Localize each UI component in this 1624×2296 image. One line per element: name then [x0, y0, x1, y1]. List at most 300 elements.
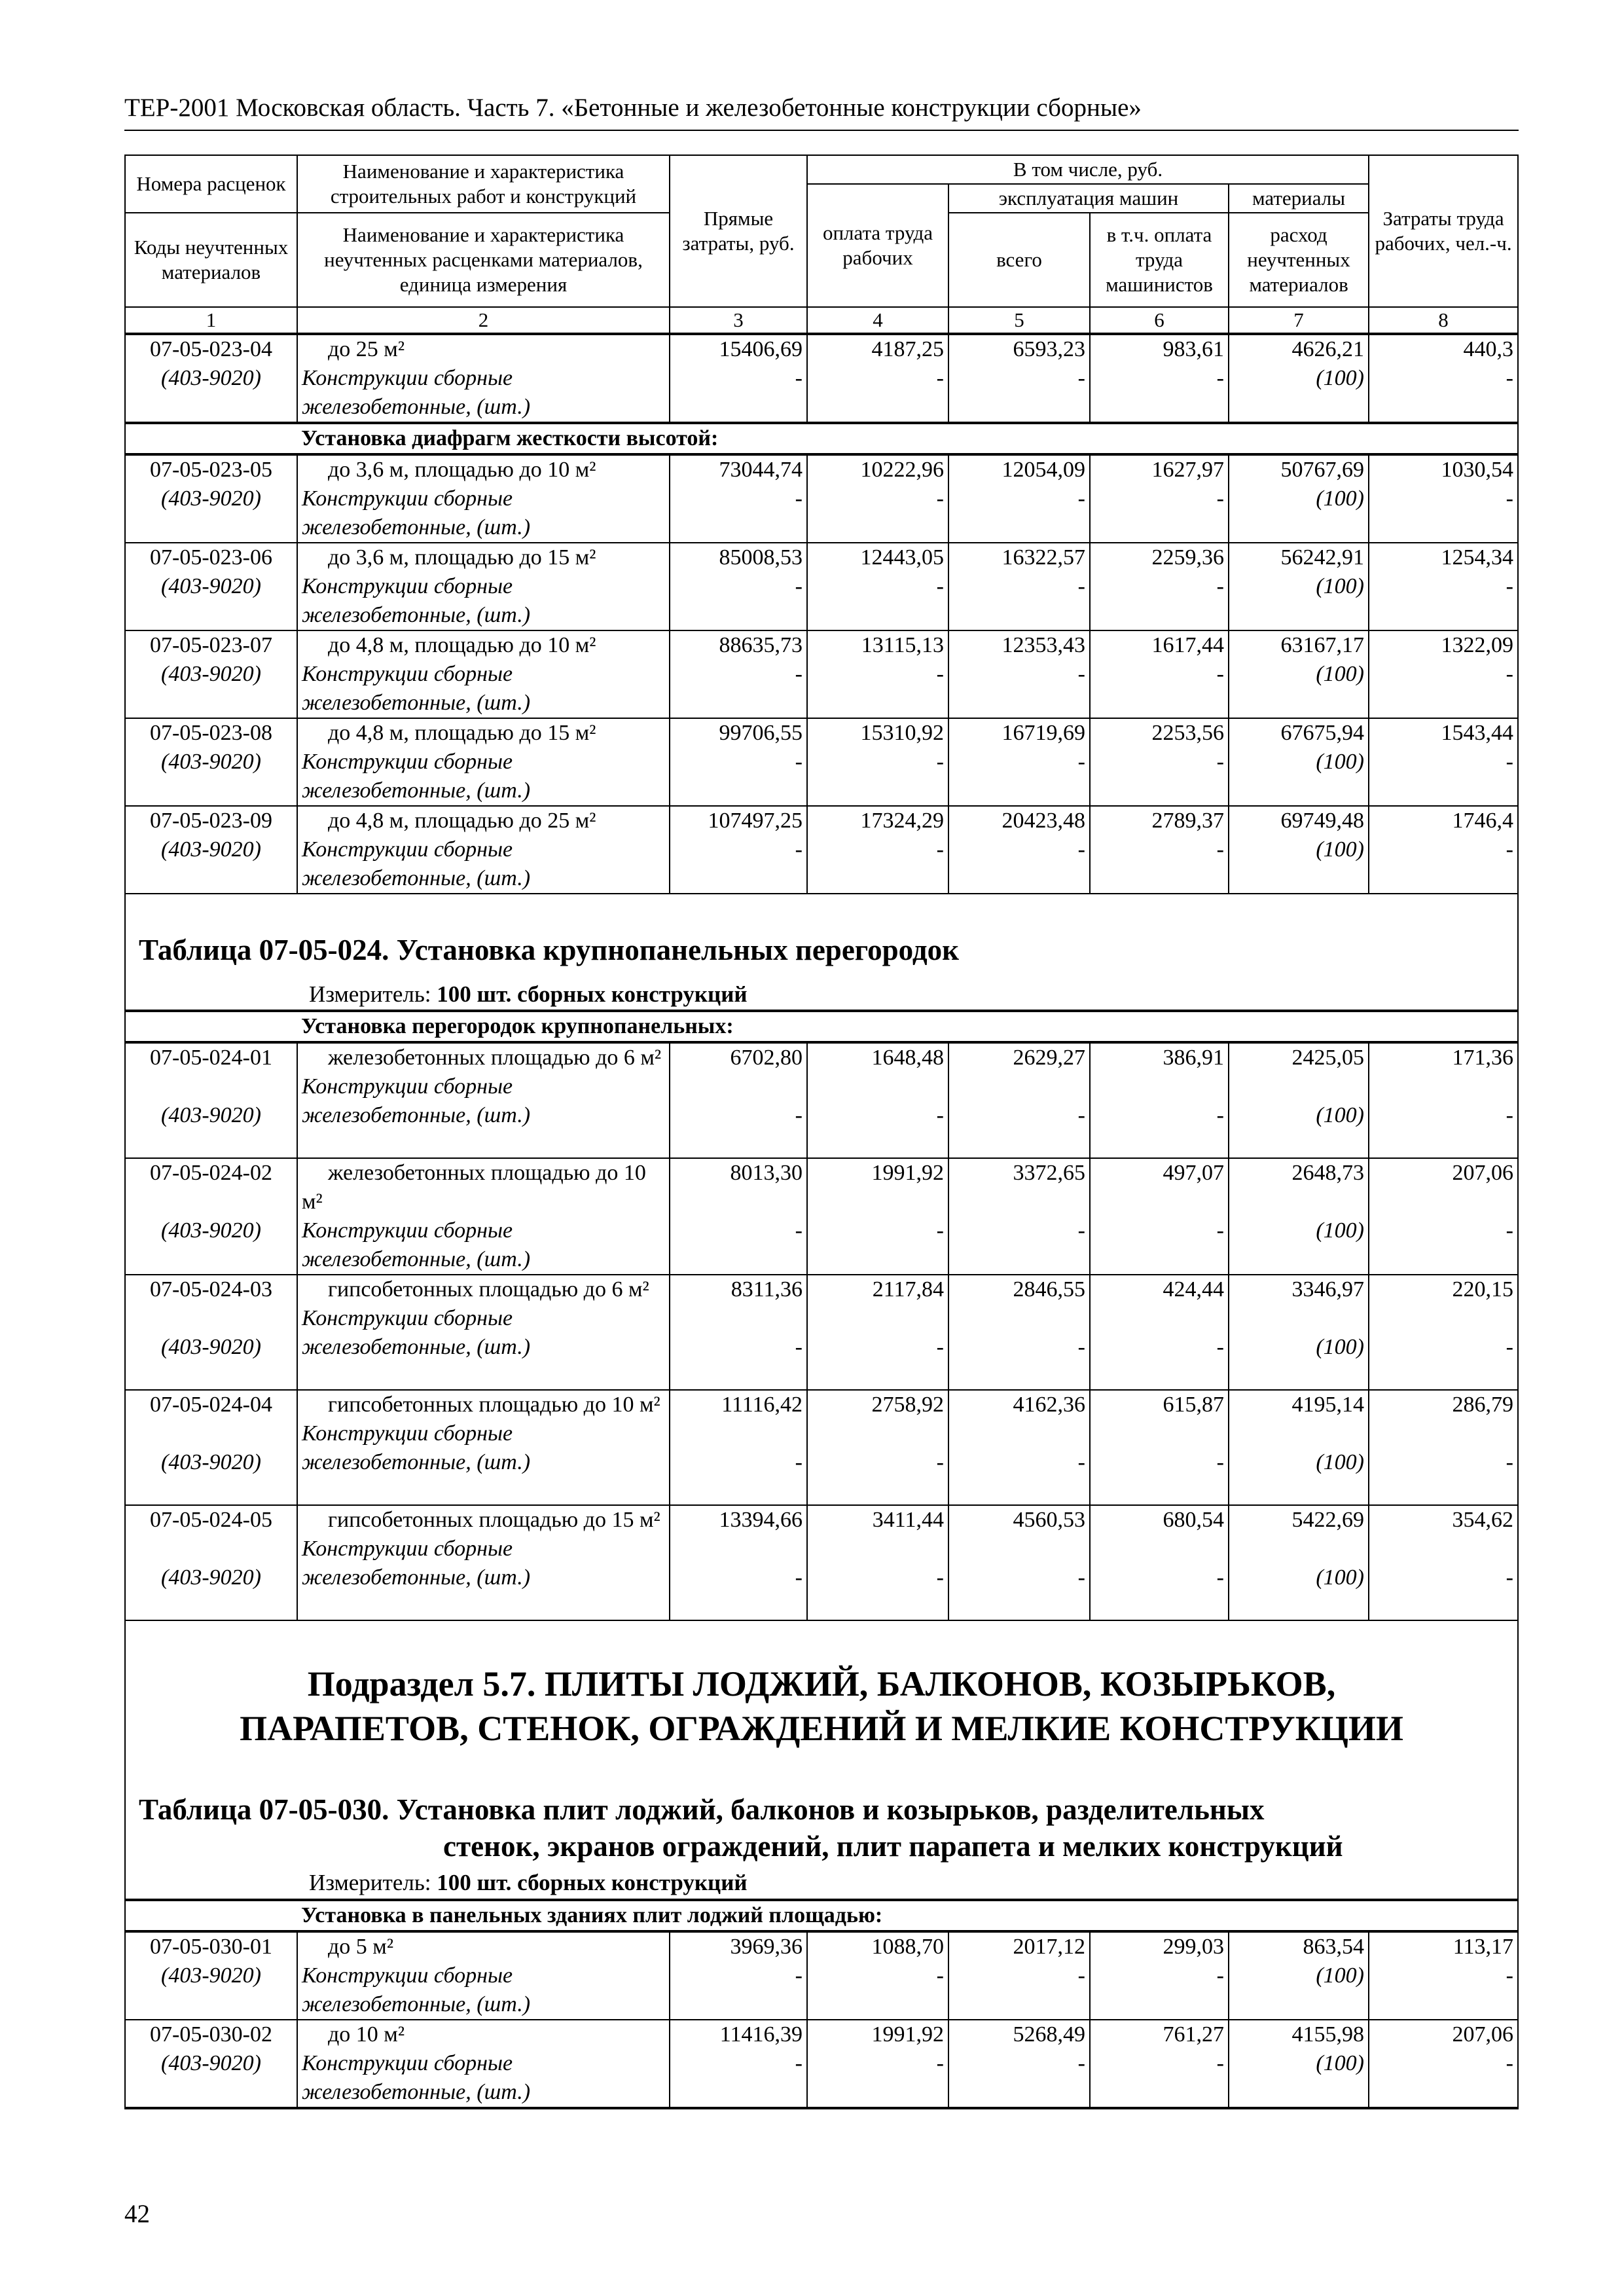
machines-total-cell	[948, 455, 1090, 543]
materials-cost-cell	[1229, 1275, 1369, 1390]
machinist-pay-unaccounted: -	[1216, 486, 1224, 511]
machines-total-unaccounted: -	[1077, 1335, 1085, 1359]
labor-hours-unaccounted: -	[1506, 1335, 1513, 1359]
rate-code: 07-05-024-01	[150, 1046, 272, 1070]
worker-pay: 17324,29	[860, 809, 944, 833]
rate-code: 07-05-024-04	[150, 1393, 272, 1417]
machines-total-unaccounted: -	[1077, 574, 1085, 598]
machinist-pay-unaccounted: -	[1216, 2051, 1224, 2075]
head-machine-operation: эксплуатация машин	[948, 184, 1229, 213]
worker-pay-cell	[807, 2020, 948, 2107]
direct-cost-cell	[670, 2020, 807, 2107]
material-code: (403-9020)	[161, 1963, 261, 1988]
head-unaccounted-codes: Коды неучтенных материалов	[126, 213, 297, 307]
direct-cost-unaccounted: -	[795, 1103, 803, 1127]
section-024-group	[126, 1011, 1517, 1042]
labor-hours: 354,62	[1452, 1508, 1513, 1532]
machinist-pay-unaccounted: -	[1216, 1218, 1224, 1243]
direct-cost-unaccounted: -	[795, 1450, 803, 1474]
direct-cost-unaccounted: -	[795, 1335, 803, 1359]
labor-hours-unaccounted: -	[1506, 1963, 1513, 1988]
materials-cost-cell	[1229, 2020, 1369, 2107]
direct-cost-cell	[670, 543, 807, 630]
machines-total-unaccounted: -	[1077, 1218, 1085, 1243]
material-description: Конструкции сборные железобетонные, (шт.)	[302, 662, 531, 715]
labor-hours-cell	[1369, 543, 1517, 630]
rate-description: до 3,6 м, площадью до 10 м²	[328, 458, 596, 482]
direct-cost-unaccounted: -	[795, 750, 803, 774]
rate-code-cell	[126, 1043, 297, 1158]
materials-cost: 863,54	[1303, 1935, 1364, 1959]
table-030-measure	[126, 1868, 748, 1897]
labor-hours-unaccounted: -	[1506, 837, 1513, 862]
rate-desc-cell	[297, 1505, 670, 1620]
unaccounted-qty: (100)	[1316, 1450, 1364, 1474]
direct-cost-cell	[670, 335, 807, 422]
rate-description: до 4,8 м, площадью до 10 м²	[328, 633, 596, 657]
materials-cost-cell	[1229, 718, 1369, 806]
machinist-pay-cell	[1090, 806, 1229, 894]
rate-code: 07-05-030-02	[150, 2022, 272, 2047]
rate-code: 07-05-024-03	[150, 1277, 272, 1302]
labor-hours-unaccounted: -	[1506, 1450, 1513, 1474]
machines-total-unaccounted: -	[1077, 2051, 1085, 2075]
worker-pay-unaccounted: -	[936, 1450, 944, 1474]
direct-cost-unaccounted: -	[795, 662, 803, 686]
machines-total-cell	[948, 1275, 1090, 1390]
labor-hours-unaccounted: -	[1506, 662, 1513, 686]
material-code: (403-9020)	[161, 486, 261, 511]
head-worker-pay: оплата труда рабочих	[807, 184, 948, 307]
rate-description: до 4,8 м, площадью до 25 м²	[328, 809, 596, 833]
direct-cost: 8311,36	[731, 1277, 803, 1302]
direct-cost: 73044,74	[719, 458, 803, 482]
machines-total: 5268,49	[1013, 2022, 1085, 2047]
machines-total: 2017,12	[1013, 1935, 1085, 1959]
rate-code: 07-05-023-05	[150, 458, 272, 482]
labor-hours: 207,06	[1452, 2022, 1513, 2047]
machinist-pay-cell	[1090, 1505, 1229, 1620]
measure-label: Измеритель:	[309, 981, 431, 1007]
rate-description: до 5 м²	[328, 1935, 394, 1959]
materials-cost: 4195,14	[1291, 1393, 1364, 1417]
direct-cost-unaccounted: -	[795, 2051, 803, 2075]
machines-total-cell	[948, 806, 1090, 894]
machinist-pay: 983,61	[1163, 337, 1224, 361]
materials-cost: 2425,05	[1291, 1046, 1364, 1070]
column-numbers-row	[126, 307, 1517, 333]
machinist-pay: 497,07	[1163, 1161, 1224, 1185]
direct-cost-cell	[670, 630, 807, 718]
direct-cost-unaccounted: -	[795, 837, 803, 862]
worker-pay-unaccounted: -	[936, 2051, 944, 2075]
rate-code-cell	[126, 1158, 297, 1275]
worker-pay-unaccounted: -	[936, 1963, 944, 1988]
machines-total: 16719,69	[1001, 721, 1085, 745]
rate-row	[126, 455, 1517, 543]
machines-total-unaccounted: -	[1077, 662, 1085, 686]
rate-code: 07-05-024-02	[150, 1161, 272, 1185]
material-code: (403-9020)	[161, 662, 261, 686]
direct-cost: 99706,55	[719, 721, 803, 745]
rate-description: до 3,6 м, площадью до 15 м²	[328, 545, 596, 570]
machines-total-cell	[948, 1505, 1090, 1620]
machines-total: 2629,27	[1013, 1046, 1085, 1070]
worker-pay-unaccounted: -	[936, 1103, 944, 1127]
worker-pay-cell	[807, 543, 948, 630]
materials-cost-cell	[1229, 335, 1369, 422]
rate-row	[126, 1390, 1517, 1505]
machinist-pay-unaccounted: -	[1216, 750, 1224, 774]
labor-hours-unaccounted: -	[1506, 366, 1513, 390]
machinist-pay-cell	[1090, 1932, 1229, 2020]
column-number: 4	[807, 307, 948, 333]
rate-code: 07-05-023-06	[150, 545, 272, 570]
machinist-pay-unaccounted: -	[1216, 837, 1224, 862]
unaccounted-qty: (100)	[1316, 1335, 1364, 1359]
machines-total-cell	[948, 335, 1090, 422]
materials-cost: 4155,98	[1291, 2022, 1364, 2047]
materials-cost: 63167,17	[1280, 633, 1364, 657]
rate-row	[126, 1932, 1517, 2020]
machinist-pay: 2789,37	[1151, 809, 1224, 833]
rates-table-frame	[124, 155, 1519, 2109]
machinist-pay-cell	[1090, 2020, 1229, 2107]
worker-pay-cell	[807, 1275, 948, 1390]
worker-pay: 1991,92	[871, 2022, 944, 2047]
page-number: 42	[124, 2200, 150, 2228]
rate-code-cell	[126, 630, 297, 718]
labor-hours-cell	[1369, 1158, 1517, 1275]
worker-pay-cell	[807, 718, 948, 806]
section-024-rows	[126, 1042, 1517, 1621]
labor-hours: 440,3	[1463, 337, 1513, 361]
rate-desc-cell	[297, 335, 670, 422]
column-number: 2	[297, 307, 670, 333]
subsection-title-line-1: Подраздел 5.7. ПЛИТЫ ЛОДЖИЙ, БАЛКОНОВ, КОЗЫРЬКОВ,	[307, 1664, 1336, 1704]
worker-pay-cell	[807, 1043, 948, 1158]
worker-pay-cell	[807, 1158, 948, 1275]
machines-total-unaccounted: -	[1077, 1450, 1085, 1474]
direct-cost-unaccounted: -	[795, 1565, 803, 1590]
worker-pay: 2758,92	[871, 1393, 944, 1417]
labor-hours-cell	[1369, 455, 1517, 543]
rate-code: 07-05-023-09	[150, 809, 272, 833]
worker-pay-unaccounted: -	[936, 750, 944, 774]
labor-hours-cell	[1369, 718, 1517, 806]
rate-description: гипсобетонных площадью до 10 м²	[328, 1393, 660, 1417]
machines-total-cell	[948, 2020, 1090, 2107]
unaccounted-qty: (100)	[1316, 1963, 1364, 1988]
group-title-030: Установка в панельных зданиях плит лоджий площадью:	[126, 1901, 1517, 1931]
column-number: 6	[1090, 307, 1229, 333]
rate-code-cell	[126, 2020, 297, 2107]
machinist-pay-cell	[1090, 455, 1229, 543]
direct-cost-unaccounted: -	[795, 366, 803, 390]
labor-hours-cell	[1369, 1043, 1517, 1158]
machinist-pay-cell	[1090, 630, 1229, 718]
labor-hours: 1543,44	[1441, 721, 1513, 745]
materials-cost: 2648,73	[1291, 1161, 1364, 1185]
direct-cost-cell	[670, 1505, 807, 1620]
table-030-title	[126, 1791, 1343, 1865]
section-030-group	[126, 1900, 1517, 1931]
direct-cost-cell	[670, 1043, 807, 1158]
labor-hours-unaccounted: -	[1506, 574, 1513, 598]
machines-total-unaccounted: -	[1077, 486, 1085, 511]
worker-pay: 1991,92	[871, 1161, 944, 1185]
worker-pay: 4187,25	[871, 337, 944, 361]
worker-pay: 12443,05	[860, 545, 944, 570]
worker-pay: 1648,48	[871, 1046, 944, 1070]
unaccounted-qty: (100)	[1316, 366, 1364, 390]
measure-value: 100 шт. сборных конструкций	[437, 1870, 748, 1895]
worker-pay-cell	[807, 335, 948, 422]
material-code: (403-9020)	[161, 1218, 261, 1243]
rate-description: до 10 м²	[328, 2022, 405, 2047]
direct-cost-unaccounted: -	[795, 486, 803, 511]
labor-hours-cell	[1369, 1505, 1517, 1620]
head-unaccounted-name: Наименование и характеристика неучтенных расценками материалов, единица измерения	[297, 213, 670, 307]
worker-pay-cell	[807, 806, 948, 894]
machines-total: 16322,57	[1001, 545, 1085, 570]
rate-description: гипсобетонных площадью до 6 м²	[328, 1277, 649, 1302]
machinist-pay-cell	[1090, 1390, 1229, 1505]
direct-cost: 88635,73	[719, 633, 803, 657]
machines-total-unaccounted: -	[1077, 366, 1085, 390]
rate-row	[126, 543, 1517, 630]
subsection-5-7-title	[126, 1662, 1517, 1751]
direct-cost: 11416,39	[719, 2022, 803, 2047]
column-number: 7	[1229, 307, 1369, 333]
rate-row	[126, 806, 1517, 894]
machines-total: 6593,23	[1013, 337, 1085, 361]
material-code: (403-9020)	[161, 574, 261, 598]
labor-hours-unaccounted: -	[1506, 1565, 1513, 1590]
materials-cost: 56242,91	[1280, 545, 1364, 570]
rate-code: 07-05-023-08	[150, 721, 272, 745]
group-title-024: Установка перегородок крупнопанельных:	[126, 1011, 1517, 1042]
worker-pay-cell	[807, 1390, 948, 1505]
material-description: Конструкции сборные железобетонные, (шт.)	[302, 750, 531, 803]
materials-cost: 67675,94	[1280, 721, 1364, 745]
worker-pay-unaccounted: -	[936, 574, 944, 598]
machines-total-unaccounted: -	[1077, 1565, 1085, 1590]
section-024-heading	[126, 894, 1517, 1011]
rate-description: гипсобетонных площадью до 15 м²	[328, 1508, 660, 1532]
material-description: Конструкции сборные железобетонные, (шт.)	[302, 2051, 531, 2104]
table-024-measure	[126, 980, 748, 1009]
material-code: (403-9020)	[161, 1450, 261, 1474]
worker-pay-unaccounted: -	[936, 662, 944, 686]
materials-cost-cell	[1229, 806, 1369, 894]
rate-code-cell	[126, 1390, 297, 1505]
rate-row	[126, 335, 1517, 422]
rate-desc-cell	[297, 630, 670, 718]
labor-hours-cell	[1369, 1275, 1517, 1390]
machines-total: 12353,43	[1001, 633, 1085, 657]
machines-total-unaccounted: -	[1077, 837, 1085, 862]
labor-hours-unaccounted: -	[1506, 486, 1513, 511]
unaccounted-qty: (100)	[1316, 1103, 1364, 1127]
material-description: Конструкции сборные железобетонные, (шт.)	[302, 366, 531, 419]
section-030-rows	[126, 1931, 1517, 2108]
worker-pay-unaccounted: -	[936, 366, 944, 390]
direct-cost: 8013,30	[730, 1161, 803, 1185]
material-code: (403-9020)	[161, 366, 261, 390]
material-code: (403-9020)	[161, 1565, 261, 1590]
material-description: Конструкции сборные железобетонные, (шт.)	[302, 1963, 531, 2016]
rate-description: железобетонных площадью до 10 м²	[302, 1161, 646, 1214]
column-number: 3	[670, 307, 807, 333]
machinist-pay: 2253,56	[1151, 721, 1224, 745]
material-description: Конструкции сборные железобетонные, (шт.)	[302, 1421, 531, 1474]
machinist-pay-unaccounted: -	[1216, 1963, 1224, 1988]
machines-total-cell	[948, 630, 1090, 718]
table-024-title: Таблица 07-05-024. Установка крупнопанельных перегородок	[139, 934, 960, 966]
unaccounted-qty: (100)	[1316, 486, 1364, 511]
direct-cost-cell	[670, 806, 807, 894]
labor-hours-cell	[1369, 630, 1517, 718]
unaccounted-qty: (100)	[1316, 750, 1364, 774]
machines-total-cell	[948, 718, 1090, 806]
material-code: (403-9020)	[161, 750, 261, 774]
material-description: Конструкции сборные железобетонные, (шт.)	[302, 574, 531, 627]
rate-description: до 25 м²	[328, 337, 405, 361]
direct-cost-cell	[670, 1932, 807, 2020]
labor-hours-cell	[1369, 2020, 1517, 2107]
direct-cost-unaccounted: -	[795, 1963, 803, 1988]
materials-cost-cell	[1229, 1390, 1369, 1505]
column-number: 8	[1369, 307, 1517, 333]
group-title-023: Установка диафрагм жесткости высотой:	[126, 424, 1517, 454]
direct-cost-cell	[670, 718, 807, 806]
head-including: В том числе, руб.	[807, 156, 1369, 184]
worker-pay-unaccounted: -	[936, 1565, 944, 1590]
rate-description: железобетонных площадью до 6 м²	[328, 1046, 662, 1070]
rate-row	[126, 1505, 1517, 1620]
rate-row	[126, 2020, 1517, 2107]
worker-pay-cell	[807, 455, 948, 543]
machinist-pay: 299,03	[1163, 1935, 1224, 1959]
worker-pay: 15310,92	[860, 721, 944, 745]
materials-cost: 50767,69	[1280, 458, 1364, 482]
machines-total-unaccounted: -	[1077, 1103, 1085, 1127]
rate-code: 07-05-030-01	[150, 1935, 272, 1959]
material-description: Конструкции сборные железобетонные, (шт.)	[302, 486, 531, 539]
worker-pay-unaccounted: -	[936, 486, 944, 511]
machinist-pay: 1627,97	[1151, 458, 1224, 482]
unaccounted-qty: (100)	[1316, 1218, 1364, 1243]
rate-desc-cell	[297, 1390, 670, 1505]
machinist-pay: 386,91	[1163, 1046, 1224, 1070]
machinist-pay: 615,87	[1163, 1393, 1224, 1417]
rate-code-cell	[126, 806, 297, 894]
direct-cost-unaccounted: -	[795, 574, 803, 598]
head-work-name: Наименование и характеристика строительных работ и конструкций	[297, 156, 670, 213]
machinist-pay-unaccounted: -	[1216, 574, 1224, 598]
materials-cost: 5422,69	[1291, 1508, 1364, 1532]
direct-cost: 13394,66	[719, 1508, 803, 1532]
machines-total-cell	[948, 1390, 1090, 1505]
direct-cost-cell	[670, 1275, 807, 1390]
material-description: Конструкции сборные железобетонные, (шт.)	[302, 1537, 531, 1590]
rate-desc-cell	[297, 1932, 670, 2020]
labor-hours-cell	[1369, 335, 1517, 422]
column-number: 1	[126, 307, 297, 333]
machinist-pay-unaccounted: -	[1216, 1335, 1224, 1359]
subsection-title-line-2: ПАРАПЕТОВ, СТЕНОК, ОГРАЖДЕНИЙ И МЕЛКИЕ КОНСТРУКЦИИ	[240, 1709, 1403, 1748]
labor-hours-cell	[1369, 806, 1517, 894]
machinist-pay-unaccounted: -	[1216, 1103, 1224, 1127]
table-030-title-line-1: Таблица 07-05-030. Установка плит лоджий, балконов и козырьков, разделительных	[139, 1793, 1265, 1826]
table-030-title-line-2: стенок, экранов ограждений, плит парапета и мелких конструкций	[443, 1830, 1343, 1863]
direct-cost-cell	[670, 455, 807, 543]
machinist-pay: 761,27	[1163, 2022, 1224, 2047]
machines-total: 4162,36	[1013, 1393, 1085, 1417]
section-023-group	[126, 423, 1517, 454]
machines-total: 12054,09	[1001, 458, 1085, 482]
materials-cost: 4626,21	[1291, 337, 1364, 361]
rate-row	[126, 630, 1517, 718]
labor-hours: 286,79	[1452, 1393, 1513, 1417]
rate-desc-cell	[297, 543, 670, 630]
machines-total-unaccounted: -	[1077, 1963, 1085, 1988]
rate-desc-cell	[297, 718, 670, 806]
worker-pay: 10222,96	[860, 458, 944, 482]
materials-cost-cell	[1229, 543, 1369, 630]
unaccounted-qty: (100)	[1316, 662, 1364, 686]
materials-cost-cell	[1229, 1932, 1369, 2020]
labor-hours-unaccounted: -	[1506, 1103, 1513, 1127]
materials-cost-cell	[1229, 1043, 1369, 1158]
unaccounted-qty: (100)	[1316, 2051, 1364, 2075]
worker-pay-cell	[807, 630, 948, 718]
table-header	[126, 156, 1517, 334]
materials-cost-cell	[1229, 630, 1369, 718]
labor-hours: 207,06	[1452, 1161, 1513, 1185]
rate-desc-cell	[297, 1275, 670, 1390]
machines-total: 20423,48	[1001, 809, 1085, 833]
rate-code-cell	[126, 543, 297, 630]
worker-pay: 2117,84	[872, 1277, 944, 1302]
labor-hours: 1030,54	[1441, 458, 1513, 482]
machines-total-cell	[948, 543, 1090, 630]
head-direct-costs: Прямые затраты, руб.	[670, 156, 807, 307]
materials-cost-cell	[1229, 455, 1369, 543]
machinist-pay-unaccounted: -	[1216, 366, 1224, 390]
direct-cost: 6702,80	[730, 1046, 803, 1070]
material-description: Конструкции сборные железобетонные, (шт.)	[302, 837, 531, 890]
machinist-pay: 424,44	[1163, 1277, 1224, 1302]
machines-total-cell	[948, 1932, 1090, 2020]
section-023-rows	[126, 454, 1517, 894]
machinist-pay-cell	[1090, 1275, 1229, 1390]
direct-cost: 107497,25	[708, 809, 803, 833]
direct-cost-cell	[670, 1158, 807, 1275]
rate-code-cell	[126, 1505, 297, 1620]
material-description: Конструкции сборные железобетонные, (шт.)	[302, 1306, 531, 1359]
rate-code-cell	[126, 335, 297, 422]
measure-label: Измеритель:	[309, 1870, 431, 1895]
unaccounted-qty: (100)	[1316, 1565, 1364, 1590]
worker-pay-unaccounted: -	[936, 837, 944, 862]
direct-cost: 15406,69	[719, 337, 803, 361]
materials-cost: 69749,48	[1280, 809, 1364, 833]
head-labor-costs: Затраты труда рабочих, чел.-ч.	[1369, 156, 1517, 307]
unaccounted-qty: (100)	[1316, 574, 1364, 598]
rate-code: 07-05-023-07	[150, 633, 272, 657]
